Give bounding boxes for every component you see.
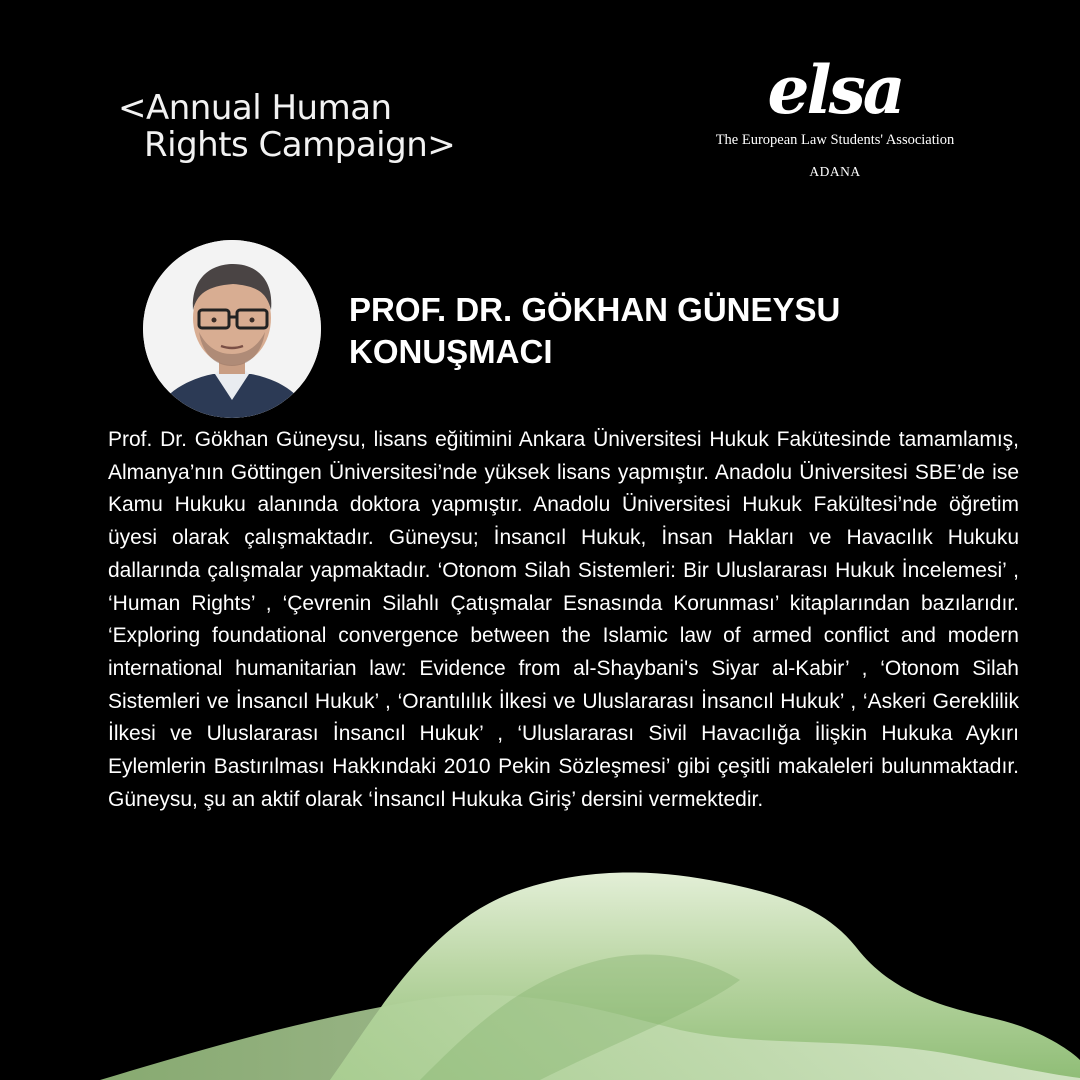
speaker-photo [143, 240, 321, 418]
logo-city: ADANA [809, 164, 861, 179]
speaker-bio: Prof. Dr. Gökhan Güneysu, lisans eğitimini Ankara Üniversitesi Hukuk Fakütesinde tamamlamış, Almanya’nın Göttingen Üniversitesi’nde yüksek lisans yapmıştır. Anadolu Üniversitesi SBE’de ise Kamu Hukuku alanında doktora yapmıştır. Anadolu Üniversitesi Hukuk Fakültesi’nde öğretim üyesi olarak çalışmaktadır. Güneysu; İnsancıl Hukuk, İnsan Hakları ve Havacılık Hukuku dallarında çalışmalar yapmaktadır. ‘Otonom Silah Sistemleri: Bir Uluslararası Hukuk İncelemesi’ , ‘Human Rights’ , ‘Çevrenin Silahlı Çatışmalar Esnasında Korunması’ kitaplarından bazılarıdır. ‘Exploring foundational convergence between the Islamic law of armed conflict and modern international humanitarian law: Evidence from al-Shaybani's Siyar al-Kabir’ , ‘Otonom Silah Sistemleri ve İnsancıl Hukuk’ , ‘Orantılılık İlkesi ve Uluslararası İnsancıl Hukuk’ , ‘Askeri Gereklilik İlkesi ve Uluslararası İnsancıl Hukuk’ , ‘Uluslararası Sivil Havacılığa İlişkin Hukuka Aykırı Eylemlerin Bastırılması Hakkındaki 2010 Pekin Sözleşmesi’ gibi çeşitli makaleleri bulunmaktadır. Güneysu, şu an aktif olarak ‘İnsancıl Hukuka Giriş’ dersini vermektedir. [108, 428, 1019, 811]
campaign-title-line2: Rights Campaign> [144, 125, 456, 165]
logo-subtitle: The European Law Students' Association [715, 132, 955, 148]
speaker-name: PROF. DR. GÖKHAN GÜNEYSU [349, 291, 841, 328]
speaker-role: KONUŞMACI [349, 333, 553, 370]
person-photo-icon [143, 240, 321, 418]
decorative-hills [0, 860, 1080, 1080]
campaign-title [118, 90, 455, 164]
campaign-title-line1: <Annual Human [118, 88, 392, 128]
elsa-logo [680, 52, 990, 180]
logo-mark: elsa [767, 51, 903, 129]
